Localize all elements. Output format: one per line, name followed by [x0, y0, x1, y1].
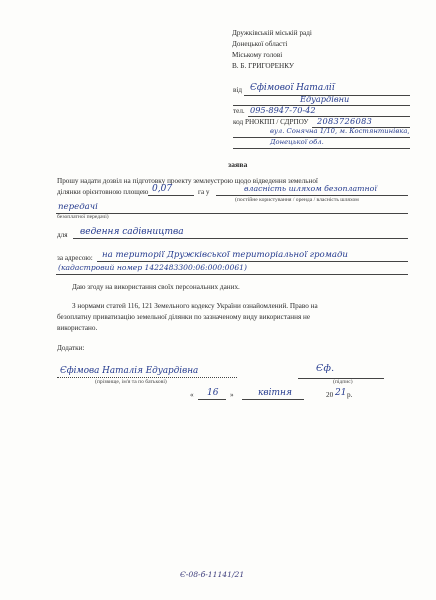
- signer-line: [57, 377, 237, 378]
- phone-label: тел.: [233, 107, 245, 115]
- addressee-line-3: Міському голові: [232, 51, 283, 59]
- cadastral-line: [56, 274, 408, 275]
- area-line: [148, 195, 194, 196]
- registration-stamp: Є-08-б-11141/21: [180, 570, 245, 579]
- transfer-hint: безоплатної передачі): [57, 214, 109, 220]
- addressee-line-1: Дружківській міській раді: [232, 29, 312, 37]
- law-line-2: безоплатну приватизацію земельної ділянки по зазначеному виду використання не: [57, 313, 311, 321]
- cadastral-value: (кадастровий номер 1422483300:06:000:0061): [58, 263, 247, 272]
- date-quote-open: «: [190, 391, 194, 399]
- area-label: ділянки орієнтовною площею: [57, 188, 149, 196]
- code-label: код РНОКПП / СДРПОУ: [233, 118, 309, 126]
- purpose-value: ведення садівництва: [80, 227, 184, 237]
- date-year-prefix: 20: [326, 391, 334, 399]
- date-day-line: [198, 399, 226, 400]
- area-unit: га у: [198, 188, 210, 196]
- request-text: Прошу надати дозвіл на підготовку проекту землеустрою щодо відведення земельної: [57, 177, 318, 185]
- transfer-value: передачі: [58, 202, 98, 212]
- right-hint: (постійне користування / оренда / власність шляхом: [235, 197, 359, 203]
- from-label: від: [233, 86, 243, 94]
- date-month-line: [242, 399, 304, 400]
- signature: Єф.: [316, 363, 335, 374]
- date-quote-close: »: [230, 391, 234, 399]
- purpose-label: для: [57, 231, 68, 239]
- addressee-line-2: Донецької області: [232, 40, 288, 48]
- applicant-name-2: Едуардівни: [300, 94, 350, 104]
- right-line: [216, 195, 408, 196]
- purpose-line: [73, 238, 408, 239]
- law-line-1: З нормами статей 116, 121 Земельного кодексу України ознайомлений. Право на: [72, 302, 318, 310]
- date-year-suffix: р.: [347, 391, 353, 399]
- code-value: 2083726083: [317, 116, 373, 126]
- address-value-2: Донецької обл.: [270, 138, 324, 146]
- applicant-address-line-2: [233, 148, 410, 149]
- signer-hint: (прізвище, ім'я та по батькові): [95, 379, 167, 385]
- addressee-line-4: В. Б. ГРИГОРЕНКУ: [232, 62, 294, 70]
- date-day: 16: [207, 388, 219, 398]
- applicant-name-1: Єфімової Наталії: [250, 83, 335, 93]
- address-value-1: вул. Сонячна 1/10, м. Костянтинівка,: [270, 127, 410, 135]
- signer-name: Єфімова Наталія Едуардівна: [60, 366, 199, 376]
- date-month: квітня: [258, 388, 292, 398]
- date-year: 21: [335, 388, 347, 398]
- attachments-label: Додатки:: [57, 344, 85, 352]
- address-value: на території Дружківської територіальної громади: [102, 250, 348, 260]
- law-line-3: використано.: [57, 324, 98, 332]
- area-value: 0,07: [152, 184, 173, 194]
- consent-text: Даю згоду на використання своїх персональних даних.: [72, 283, 240, 291]
- signature-hint: (підпис): [333, 379, 353, 385]
- address-line: [97, 261, 408, 262]
- phone-value: 095-8947-70-42: [250, 105, 316, 115]
- document-title: заява: [228, 160, 248, 169]
- address-label: за адресою:: [57, 254, 93, 262]
- right-value: власність шляхом безоплатної: [244, 184, 377, 193]
